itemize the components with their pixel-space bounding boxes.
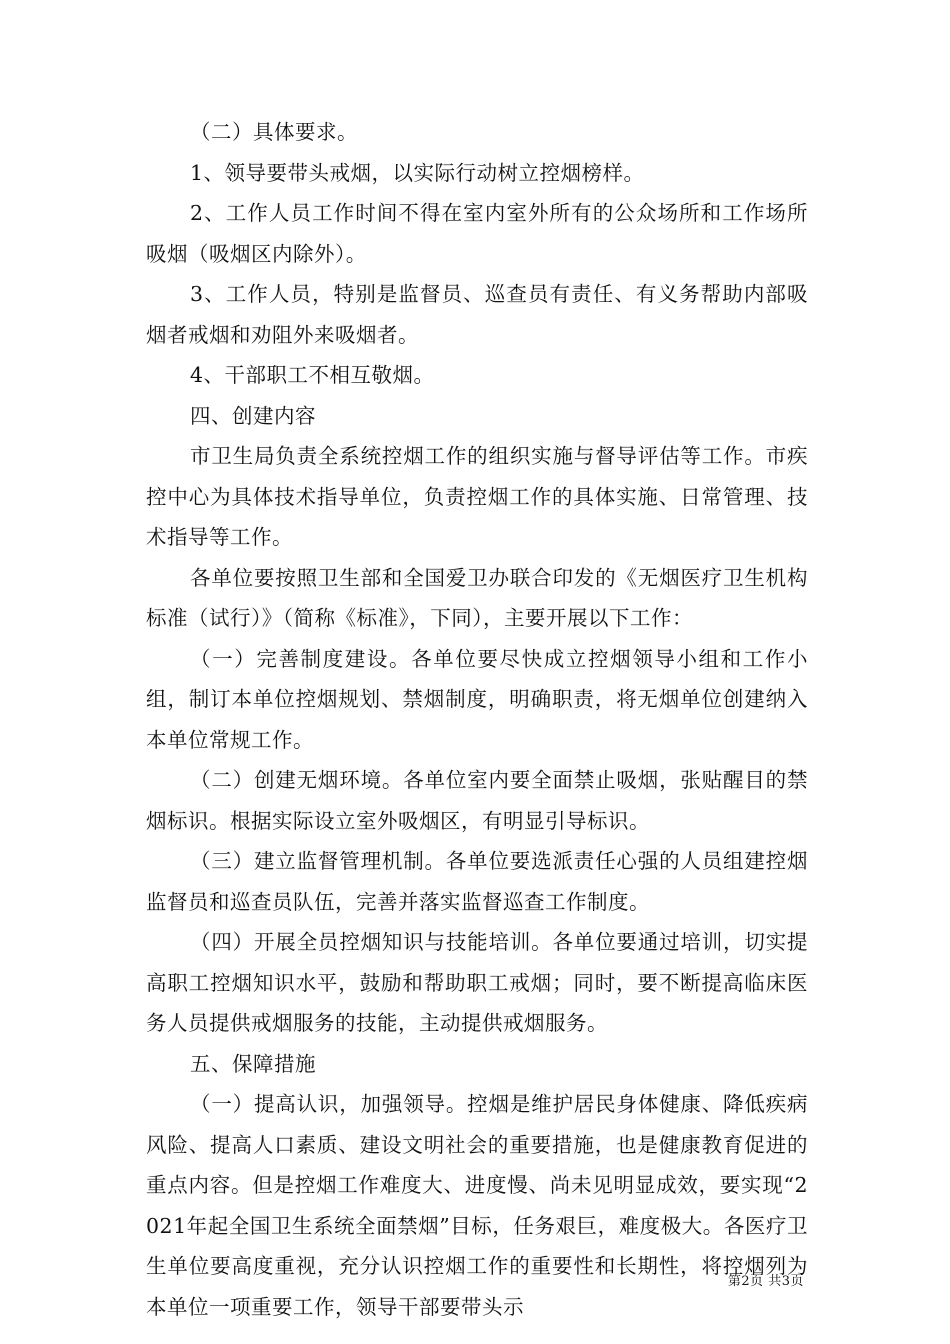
section-heading-5: 五、保障措施	[190, 1051, 316, 1076]
document-body	[146, 112, 808, 1327]
paragraph-item-1: 1、领导要带头戒烟，以实际行动树立控烟榜样。	[190, 160, 645, 185]
paragraph-standard: 各单位要按照卫生部和全国爱卫办联合印发的《无烟医疗卫生机构标准（试行）》（简称《标准》，下同），主要开展以下工作：	[146, 565, 808, 630]
paragraph-item-4: 4、干部职工不相互敬烟。	[190, 363, 435, 387]
paragraph-item-3: 3、工作人员，特别是监督员、巡查员有责任、有义务帮助内部吸烟者戒烟和劝阻外来吸烟者。	[146, 282, 808, 347]
paragraph-task-2: （二）创建无烟环境。各单位室内要全面禁止吸烟，张贴醒目的禁烟标识。根据实际设立室外吸烟区，有明显引导标识。	[146, 768, 808, 833]
paragraph-measure-1: （一）提高认识，加强领导。控烟是维护居民身体健康、降低疾病风险、提高人口素质、建设文明社会的重要措施，也是健康教育促进的重点内容。但是控烟工作难度大、进度慢、尚未见明显成效，要实现“2021年起全国卫生系统全面禁烟”目标，任务艰巨，难度极大。各医疗卫生单位要高度重视，充分认识控烟工作的重要性和长期性，将控烟列为本单位一项重要工作，领导干部要带头示	[146, 1092, 808, 1319]
paragraph-task-4: （四）开展全员控烟知识与技能培训。各单位要通过培训，切实提高职工控烟知识水平，鼓励和帮助职工戒烟；同时，要不断提高临床医务人员提供戒烟服务的技能，主动提供戒烟服务。	[146, 930, 808, 1035]
section-heading-4: 四、创建内容	[190, 403, 316, 428]
page-indicator: 第2页 共3页	[727, 1274, 804, 1289]
paragraph-subheading-requirements: （二）具体要求。	[190, 120, 358, 144]
paragraph-task-1: （一）完善制度建设。各单位要尽快成立控烟领导小组和工作小组，制订本单位控烟规划、禁烟制度，明确职责，将无烟单位创建纳入本单位常规工作。	[146, 646, 808, 752]
paragraph-task-3: （三）建立监督管理机制。各单位要选派责任心强的人员组建控烟监督员和巡查员队伍，完善并落实监督巡查工作制度。	[146, 849, 808, 914]
paragraph-responsibility: 市卫生局负责全系统控烟工作的组织实施与督导评估等工作。市疾控中心为具体技术指导单位，负责控烟工作的具体实施、日常管理、技术指导等工作。	[146, 444, 808, 549]
paragraph-item-2: 2、工作人员工作时间不得在室内室外所有的公众场所和工作场所吸烟（吸烟区内除外）。	[146, 201, 808, 266]
